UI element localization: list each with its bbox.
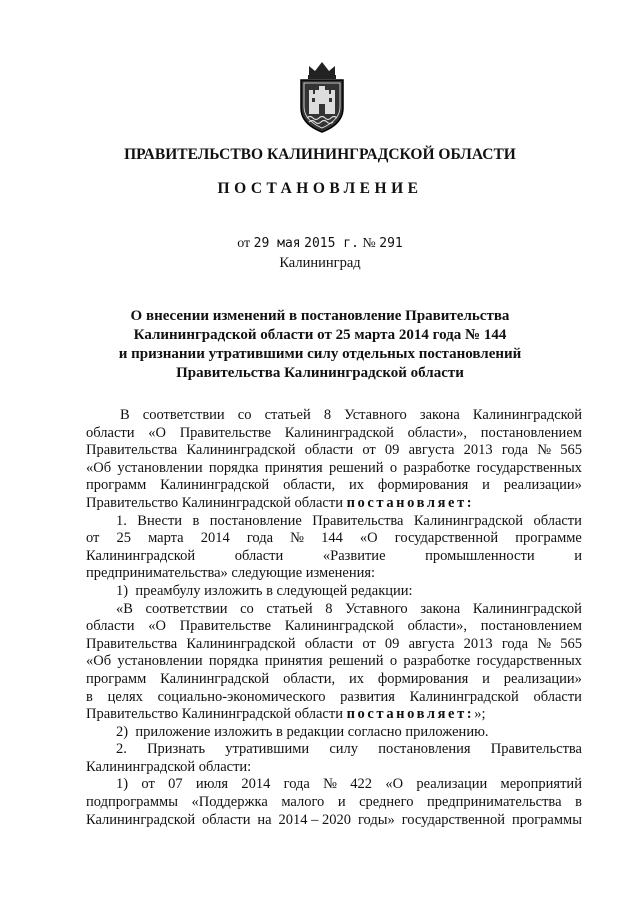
word: среднего bbox=[359, 794, 414, 811]
word: области bbox=[202, 811, 251, 828]
text-line bbox=[86, 741, 582, 759]
word: принятия bbox=[264, 459, 323, 476]
word: Правительства bbox=[86, 635, 178, 652]
word: Калининградской bbox=[409, 688, 519, 705]
word: 1. bbox=[116, 512, 127, 529]
text-line bbox=[86, 583, 582, 601]
word: области», bbox=[407, 618, 467, 635]
word: разработке bbox=[403, 653, 471, 670]
document-title bbox=[80, 307, 560, 383]
word: года bbox=[246, 530, 274, 547]
document-type: ПОСТАНОВЛЕНИЕ bbox=[217, 180, 423, 197]
date-line bbox=[0, 236, 640, 252]
word: Правительстве bbox=[179, 424, 272, 441]
word: реализации» bbox=[503, 670, 582, 687]
title-line: и признании утратившими силу отдельных постановлений bbox=[118, 346, 522, 362]
word: реализации» bbox=[503, 477, 582, 494]
word: 565 bbox=[560, 635, 582, 652]
word: программ bbox=[86, 477, 147, 494]
word: 1) bbox=[116, 776, 129, 793]
word: Признать bbox=[147, 741, 206, 758]
word: в bbox=[575, 794, 582, 811]
word: статьей bbox=[266, 600, 313, 617]
text-line bbox=[86, 548, 582, 566]
word: программы bbox=[511, 811, 582, 828]
text-line bbox=[86, 653, 582, 671]
word: годы» bbox=[357, 811, 395, 828]
city: Калининград bbox=[279, 255, 361, 271]
word: решений bbox=[328, 653, 384, 670]
word: 2014 bbox=[241, 776, 271, 793]
word: установлении bbox=[117, 459, 203, 476]
word: Калининградской bbox=[284, 618, 394, 635]
text-line bbox=[86, 794, 582, 812]
organization-heading: ПРАВИТЕЛЬСТВО КАЛИНИНГРАДСКОЙ ОБЛАСТИ bbox=[124, 146, 516, 163]
word: области bbox=[533, 512, 582, 529]
word: области bbox=[86, 424, 135, 441]
decree-verb: постановляет: bbox=[346, 494, 475, 511]
date-value: 29 мая bbox=[253, 236, 301, 251]
word: 422 bbox=[350, 776, 373, 793]
word: Калининградской bbox=[472, 600, 582, 617]
word: области, bbox=[283, 477, 336, 494]
word: государственной bbox=[401, 811, 506, 828]
text-line bbox=[86, 689, 582, 707]
word: разработке bbox=[403, 459, 471, 476]
word: августа bbox=[408, 442, 455, 459]
word: и bbox=[574, 547, 582, 564]
word: Калининградской bbox=[413, 512, 524, 529]
text-line bbox=[86, 513, 582, 531]
word: 2014 – 2020 bbox=[278, 811, 352, 828]
word: области bbox=[86, 618, 135, 635]
text-line bbox=[86, 671, 582, 689]
word: целях bbox=[107, 688, 143, 705]
word: от bbox=[141, 776, 155, 793]
word: 25 bbox=[116, 530, 131, 547]
line-text: Правительство Калининградской области bbox=[86, 494, 347, 511]
word: года bbox=[501, 442, 529, 459]
date-year: 2015 г. bbox=[304, 236, 359, 251]
text-line bbox=[86, 636, 582, 654]
word: В bbox=[120, 407, 130, 423]
word: промышленности bbox=[425, 547, 535, 564]
line-text: Калининградской области: bbox=[86, 758, 252, 775]
word: 144 bbox=[321, 530, 343, 547]
word: предпринимательства bbox=[426, 794, 562, 811]
line-text: предпринимательства» следующие изменения: bbox=[86, 565, 376, 582]
word: № bbox=[537, 442, 552, 459]
word: силу bbox=[329, 741, 359, 758]
word: от bbox=[362, 442, 376, 459]
text-line bbox=[86, 601, 582, 619]
word: 07 bbox=[168, 776, 183, 793]
text-line bbox=[86, 565, 582, 583]
word: области, bbox=[283, 670, 336, 687]
word: закона bbox=[420, 600, 461, 617]
text-line bbox=[86, 618, 582, 636]
word: в bbox=[86, 688, 93, 705]
word: «Об bbox=[86, 459, 112, 476]
word: Правительства bbox=[312, 512, 404, 529]
word: программ bbox=[86, 670, 147, 687]
word: августа bbox=[408, 635, 455, 652]
word: формирования bbox=[377, 670, 469, 687]
word: «Развитие bbox=[322, 547, 386, 564]
word: № bbox=[290, 530, 304, 547]
text-line bbox=[86, 407, 582, 425]
word: Калининградской bbox=[186, 442, 296, 459]
word: постановлением bbox=[480, 618, 582, 635]
word: области», bbox=[407, 424, 467, 441]
word: области bbox=[304, 635, 354, 652]
word: утратившими bbox=[225, 741, 310, 758]
word: «О bbox=[385, 776, 404, 793]
word: 09 bbox=[384, 635, 400, 652]
word: «Поддержка bbox=[191, 794, 268, 811]
word: Калининградской bbox=[86, 811, 196, 828]
word: со bbox=[240, 600, 254, 617]
word: социально-экономического bbox=[157, 688, 326, 705]
word: их bbox=[349, 670, 365, 687]
word: Правительства bbox=[490, 741, 582, 758]
word: реализации bbox=[416, 776, 488, 793]
word: развития bbox=[340, 688, 395, 705]
word: государственной bbox=[394, 530, 499, 547]
word: «О bbox=[148, 424, 166, 441]
word: Калининградской bbox=[86, 547, 196, 564]
word: от bbox=[86, 530, 100, 547]
title-line: Калининградской области от 25 марта 2014 года № 144 bbox=[133, 327, 507, 343]
word: постановлением bbox=[480, 424, 582, 441]
word: Уставного bbox=[345, 600, 408, 617]
word: и bbox=[482, 670, 490, 687]
word: на bbox=[257, 811, 272, 828]
line-tail: »; bbox=[474, 706, 486, 723]
number-prefix: № bbox=[362, 236, 376, 251]
text-line bbox=[86, 706, 582, 724]
word: № bbox=[537, 635, 552, 652]
word: 2014 bbox=[200, 530, 230, 547]
word: о bbox=[389, 459, 398, 476]
word: порядка bbox=[208, 459, 259, 476]
word: года bbox=[501, 635, 529, 652]
word: июля bbox=[195, 776, 229, 793]
title-line: О внесении изменений в постановление Правительства bbox=[130, 308, 510, 324]
title-line: Правительства Калининградской области bbox=[176, 365, 464, 381]
word: Правительства bbox=[86, 442, 178, 459]
word: Калининградской bbox=[284, 424, 394, 441]
word: малого bbox=[281, 794, 325, 811]
number-value: 291 bbox=[379, 236, 403, 251]
word: № bbox=[323, 776, 337, 793]
word: 565 bbox=[560, 442, 582, 459]
word: Калининградской bbox=[186, 635, 296, 652]
word: установлении bbox=[117, 653, 203, 670]
word: 2013 bbox=[463, 635, 493, 652]
word: года bbox=[283, 776, 310, 793]
coat-of-arms-icon bbox=[295, 60, 349, 134]
word: от bbox=[362, 635, 376, 652]
word: порядка bbox=[208, 653, 259, 670]
word: области bbox=[304, 442, 354, 459]
word: Правительстве bbox=[179, 618, 272, 635]
text-line bbox=[86, 776, 582, 794]
word: 2. bbox=[116, 741, 127, 758]
line-text: Правительство Калининградской области bbox=[86, 706, 347, 723]
word: о bbox=[389, 653, 398, 670]
decree-verb: постановляет: bbox=[346, 706, 475, 723]
word: «В bbox=[116, 600, 133, 617]
text-line bbox=[86, 724, 582, 742]
text-line bbox=[86, 759, 582, 777]
word: программе bbox=[515, 530, 582, 547]
text-line bbox=[86, 530, 582, 548]
word: в bbox=[192, 512, 200, 529]
word: и bbox=[482, 477, 490, 494]
text-line bbox=[86, 460, 582, 478]
date-prefix: от bbox=[237, 236, 251, 251]
text-line bbox=[86, 425, 582, 443]
word: государственных bbox=[476, 459, 582, 476]
word: Уставного bbox=[344, 407, 407, 423]
word: 8 bbox=[323, 407, 332, 423]
word: соответствии bbox=[142, 407, 225, 423]
word: области bbox=[234, 547, 284, 564]
word: подпрограммы bbox=[86, 794, 178, 811]
word: Калининградской bbox=[160, 670, 270, 687]
word: мероприятий bbox=[500, 776, 582, 793]
word: «Об bbox=[86, 653, 112, 670]
word: 09 bbox=[384, 442, 400, 459]
word: постановления bbox=[378, 741, 471, 758]
text-line bbox=[86, 442, 582, 460]
line-text: 1) преамбулу изложить в следующей редакции: bbox=[116, 582, 413, 599]
word: статьей bbox=[264, 407, 311, 423]
word: 8 bbox=[325, 600, 333, 617]
word: решений bbox=[328, 459, 384, 476]
word: принятия bbox=[264, 653, 323, 670]
word: Внести bbox=[137, 512, 183, 529]
word: со bbox=[237, 407, 252, 423]
word: 2013 bbox=[463, 442, 493, 459]
word: «О bbox=[148, 618, 166, 635]
word: формирования bbox=[377, 477, 469, 494]
document-body bbox=[86, 407, 582, 829]
word: Калининградской bbox=[472, 407, 582, 423]
word: и bbox=[337, 794, 346, 811]
word: соответствии bbox=[145, 600, 228, 617]
word: их bbox=[349, 477, 365, 494]
text-line bbox=[86, 477, 582, 495]
text-line bbox=[86, 812, 582, 830]
word: Калининградской bbox=[160, 477, 270, 494]
word: постановление bbox=[209, 512, 302, 529]
word: закона bbox=[419, 407, 460, 423]
word: государственных bbox=[476, 653, 582, 670]
line-text: 2) приложение изложить в редакции согласно приложению. bbox=[116, 723, 489, 740]
word: «О bbox=[359, 530, 378, 547]
word: марта bbox=[148, 530, 184, 547]
word: области bbox=[533, 688, 582, 705]
text-line bbox=[86, 495, 582, 513]
